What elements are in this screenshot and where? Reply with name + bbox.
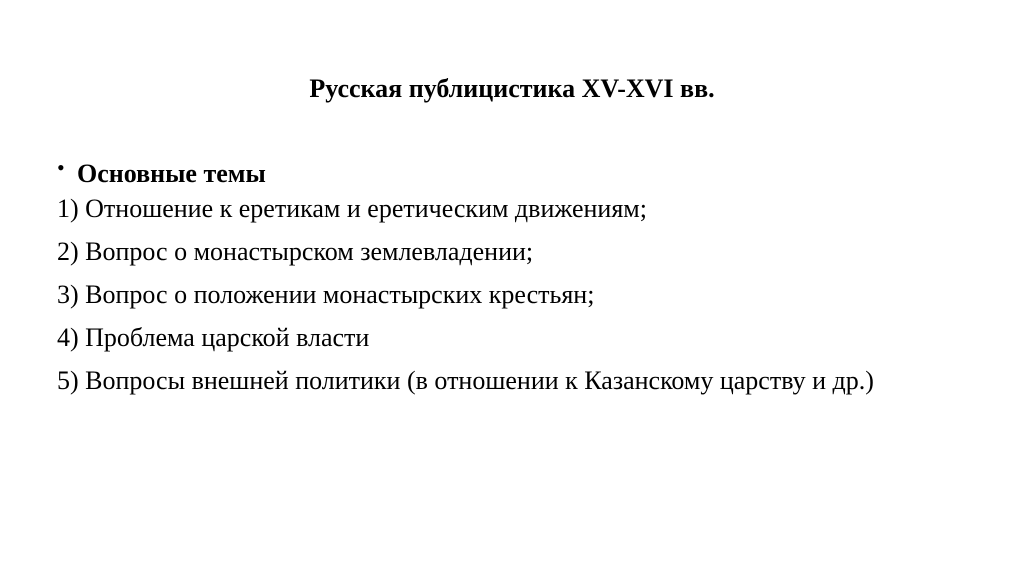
topics-list: [57, 194, 957, 396]
section-heading-label: Основные темы: [77, 159, 266, 188]
list-item: 2) Вопрос о монастырском землевладении;: [57, 237, 534, 266]
list-item: 5) Вопросы внешней политики (в отношении к Казанскому царству и др.): [57, 366, 874, 395]
list-item: 4) Проблема царской власти: [57, 323, 370, 352]
slide-content: [57, 154, 957, 409]
list-item: 1) Отношение к еретикам и еретическим движениям;: [57, 194, 647, 223]
list-item: 3) Вопрос о положении монастырских крестьян;: [57, 280, 595, 309]
section-heading: [57, 154, 957, 194]
slide-title: Русская публицистика XV-XVI вв.: [309, 74, 715, 103]
bullet-icon: •: [57, 155, 65, 180]
